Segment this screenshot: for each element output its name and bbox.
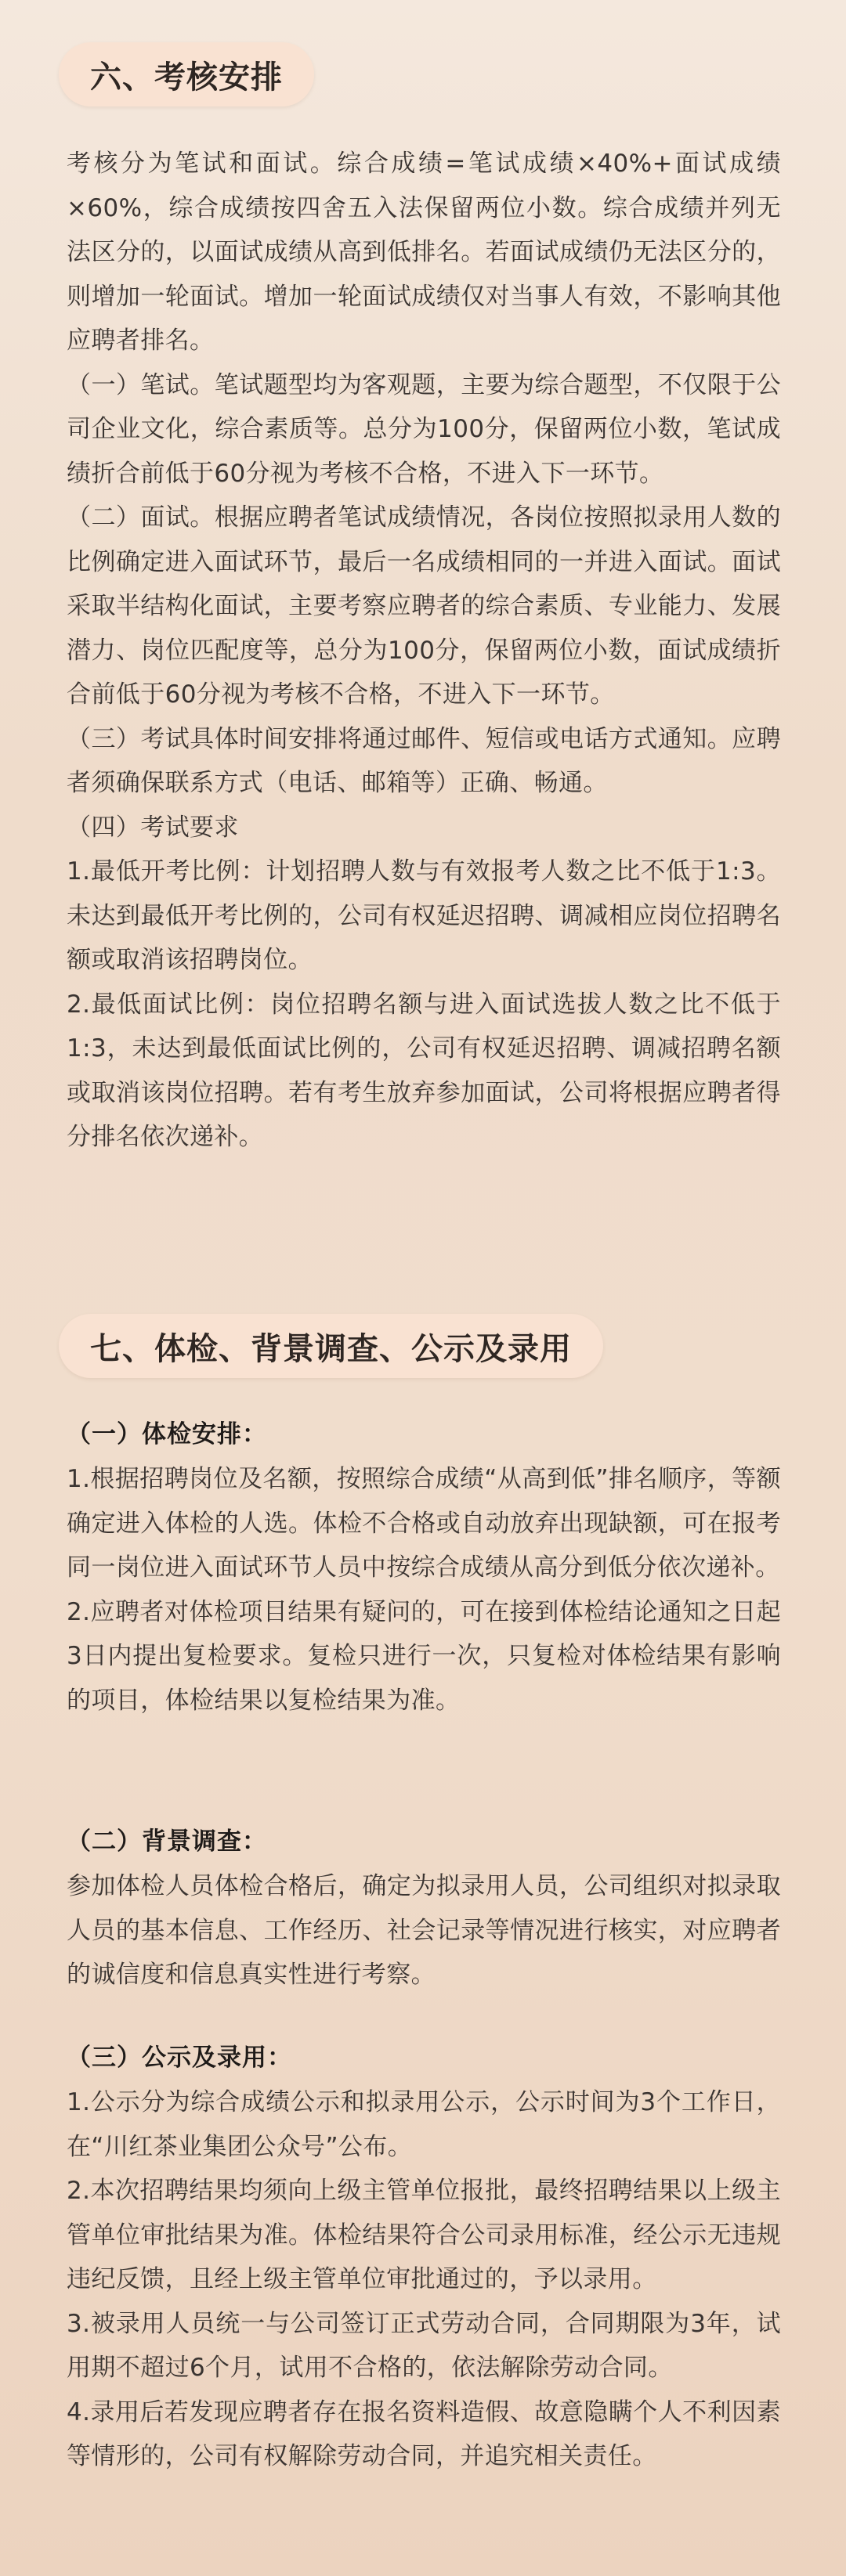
paragraph: 参加体检人员体检合格后，确定为拟录用人员，公司组织对拟录取人员的基本信息、工作经历、社会记录等情况进行核实，对应聘者的诚信度和信息真实性进行考察。 — [67, 1872, 781, 1989]
section-title: 六、考核安排 — [90, 59, 283, 96]
physical-exam-body — [67, 1457, 781, 1723]
paragraph: （四）考试要求 — [67, 813, 239, 842]
publicity-body — [67, 2080, 781, 2479]
subheading-publicity: （三）公示及录用： — [67, 2044, 292, 2072]
paragraph: （三）考试具体时间安排将通过邮件、短信或电话方式通知。应聘者须确保联系方式（电话、邮箱等）正确、畅通。 — [67, 724, 781, 797]
section-heading-hiring — [59, 1314, 603, 1378]
paragraph: 1.根据招聘岗位及名额，按照综合成绩“从高到低”排名顺序，等额确定进入体检的人选。体检不合格或自动放弃出现缺额，可在报考同一岗位进入面试环节人员中按综合成绩从高分到低分依次递补。 — [67, 1465, 781, 1582]
paragraph: 考核分为笔试和面试。综合成绩=笔试成绩×40%+面试成绩×60%，综合成绩按四舍五入法保留两位小数。综合成绩并列无法区分的，以面试成绩从高到低排名。若面试成绩仍无法区分的，则增加一轮面试。增加一轮面试成绩仅对当事人有效，不影响其他应聘者排名。 — [67, 150, 781, 355]
subheading-physical-exam: （一）体检安排： — [67, 1420, 267, 1449]
section-title: 七、体检、背景调查、公示及录用 — [90, 1330, 572, 1367]
paragraph: 1.最低开考比例：计划招聘人数与有效报考人数之比不低于1:3。未达到最低开考比例的，公司有权延迟招聘、调减相应岗位招聘名额或取消该招聘岗位。 — [67, 857, 781, 974]
paragraph: （一）笔试。笔试题型均为客观题，主要为综合题型，不仅限于公司企业文化，综合素质等。总分为100分，保留两位小数，笔试成绩折合前低于60分视为考核不合格，不进入下一环节。 — [67, 370, 781, 488]
paragraph: 1.公示分为综合成绩公示和拟录用公示，公示时间为3个工作日，在“川红茶业集团公众号”公布。 — [67, 2088, 781, 2161]
paragraph: （二）面试。根据应聘者笔试成绩情况，各岗位按照拟录用人数的比例确定进入面试环节，最后一名成绩相同的一并进入面试。面试采取半结构化面试，主要考察应聘者的综合素质、专业能力、发展潜力、岗位匹配度等，总分为100分，保留两位小数，面试成绩折合前低于60分视为考核不合格，不进入下一环节。 — [67, 503, 781, 709]
paragraph: 2.最低面试比例：岗位招聘名额与进入面试选拔人数之比不低于1:3，未达到最低面试比例的，公司有权延迟招聘、调减招聘名额或取消该岗位招聘。若有考生放弃参加面试，公司将根据应聘者得分排名依次递补。 — [67, 990, 781, 1151]
paragraph: 2.本次招聘结果均须向上级主管单位报批，最终招聘结果以上级主管单位审批结果为准。体检结果符合公司录用标准，经公示无违规违纪反馈，且经上级主管单位审批通过的，予以录用。 — [67, 2177, 781, 2293]
section-heading-assessment — [59, 42, 314, 106]
paragraph: 4.录用后若发现应聘者存在报名资料造假、故意隐瞒个人不利因素等情形的，公司有权解除劳动合同，并追究相关责任。 — [67, 2397, 781, 2470]
subheading-background-check: （二）背景调查： — [67, 1827, 267, 1856]
paragraph: 2.应聘者对体检项目结果有疑问的，可在接到体检结论通知之日起3日内提出复检要求。复检只进行一次，只复检对体检结果有影响的项目，体检结果以复检结果为准。 — [67, 1597, 781, 1715]
assessment-body — [67, 142, 781, 1160]
background-check-body — [67, 1864, 781, 1997]
paragraph: 3.被录用人员统一与公司签订正式劳动合同，合同期限为3年，试用期不超过6个月，试用不合格的，依法解除劳动合同。 — [67, 2309, 781, 2382]
